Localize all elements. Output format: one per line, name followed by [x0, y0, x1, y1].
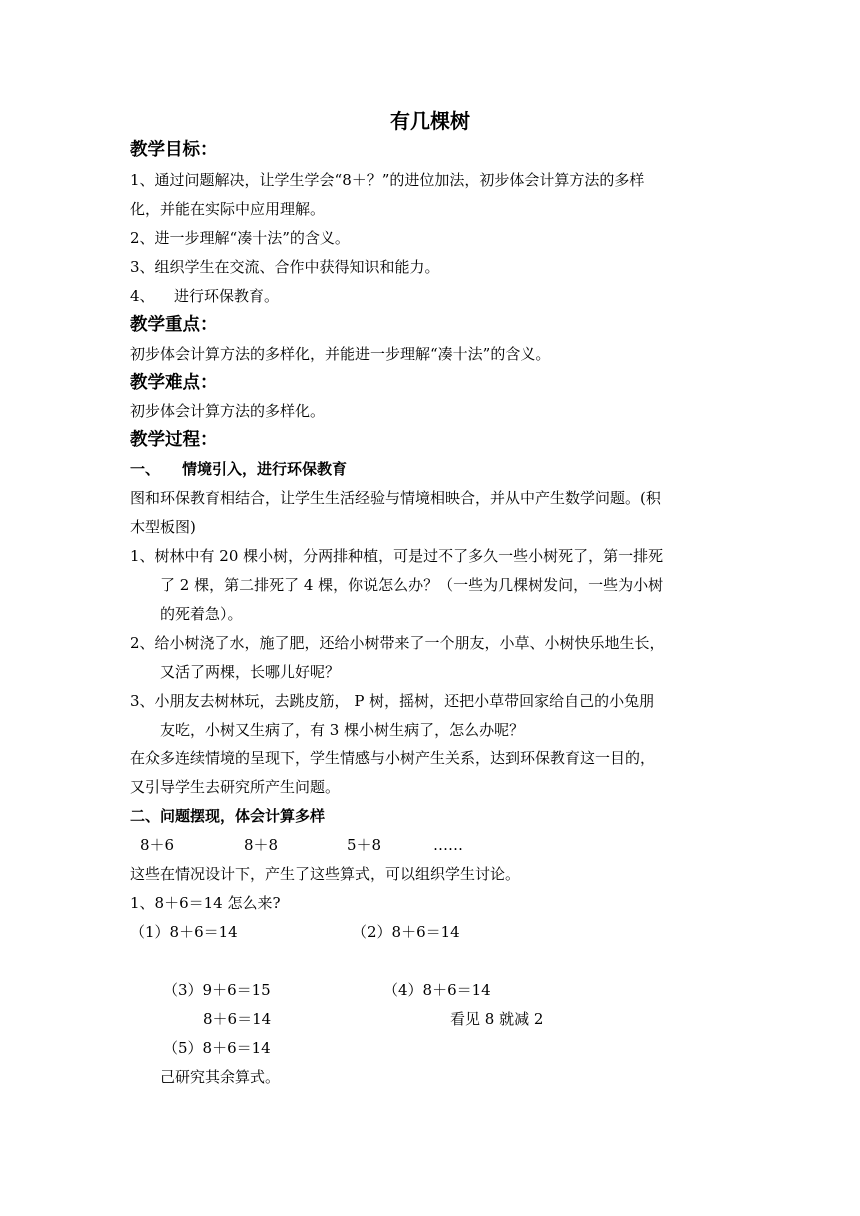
goals-heading: 教学目标： — [130, 140, 218, 160]
goal-item-1-line-1: 1、通过问题解决，让学生学会“8＋？”的进位加法，初步体会计算方法的多样 — [130, 171, 645, 189]
goal-item-2: 2、进一步理解“凑十法”的含义。 — [130, 229, 350, 247]
key-points-heading: 教学重点： — [130, 315, 218, 335]
method-5: （5）8＋6＝14 — [163, 1039, 271, 1057]
goal-item-4-number: 4、 — [130, 287, 155, 305]
scenario-2-line-1: 2、给小树浇了水，施了肥，还给小树带来了一个朋友，小草、小树快乐地生长， — [130, 634, 665, 652]
expression-3: 5＋8 — [347, 836, 382, 854]
expression-2: 8＋8 — [244, 836, 279, 854]
question-1: 1、8＋6＝14 怎么来? — [130, 894, 281, 912]
key-points-text: 初步体会计算方法的多样化，并能进一步理解“凑十法”的含义。 — [130, 345, 551, 363]
goal-item-4-text: 进行环保教育。 — [174, 287, 280, 305]
scenario-2-line-2: 又活了两棵，长哪儿好呢？ — [160, 663, 341, 681]
method-3-line-1: （3）9＋6＝15 — [163, 981, 271, 999]
scenario-1-line-1: 1、树林中有 20 棵小树，分两排种植，可是过不了多久一些小树死了，第一排死 — [130, 547, 664, 565]
goal-item-3: 3、组织学生在交流、合作中获得知识和能力。 — [130, 258, 440, 276]
method-1: （1）8＋6＝14 — [130, 923, 238, 941]
method-2: （2）8＋6＝14 — [352, 923, 460, 941]
section-1-intro-line-2: 木型板图) — [130, 518, 196, 536]
process-heading: 教学过程： — [130, 430, 218, 450]
section-1-intro-line-1: 图和环保教育相结合，让学生生活经验与情境相映合，并从中产生数学问题。(积 — [130, 489, 661, 507]
section-1-title: 情境引入，进行环保教育 — [182, 460, 348, 478]
method-4-line-2: 看见 8 就减 2 — [450, 1010, 544, 1028]
section-1-summary-line-1: 在众多连续情境的呈现下，学生情感与小树产生关系，达到环保教育这一目的， — [130, 749, 656, 767]
closing-note: 己研究其余算式。 — [160, 1068, 281, 1086]
method-4-line-1: （4）8＋6＝14 — [383, 981, 491, 999]
scenario-1-line-2: 了 2 棵，第二排死了 4 棵，你说怎么办？（一些为几棵树发问，一些为小树 — [160, 576, 664, 594]
scenario-3-line-2: 友吃，小树又生病了，有 3 棵小树生病了，怎么办呢？ — [160, 721, 525, 739]
section-2-intro: 这些在情况设计下，产生了这些算式，可以组织学生讨论。 — [130, 865, 521, 883]
expression-1: 8＋6 — [140, 836, 175, 854]
section-1-number: 一、 — [130, 460, 161, 478]
difficulties-heading: 教学难点： — [130, 373, 218, 393]
difficulties-text: 初步体会计算方法的多样化。 — [130, 402, 326, 420]
section-1-summary-line-2: 又引导学生去研究所产生问题。 — [130, 778, 341, 796]
section-2-title: 二、问题摆现，体会计算多样 — [130, 807, 326, 825]
scenario-1-line-3: 的死着急）。 — [160, 605, 243, 623]
method-3-line-2: 8＋6＝14 — [203, 1010, 272, 1028]
expression-ellipsis: …… — [433, 836, 463, 854]
scenario-3-line-1: 3、小朋友去树林玩，去跳皮筋， P 树，摇树，还把小草带回家给自己的小兔朋 — [130, 692, 655, 710]
goal-item-1-line-2: 化，并能在实际中应用理解。 — [130, 200, 326, 218]
document-title: 有几棵树 — [390, 109, 470, 133]
